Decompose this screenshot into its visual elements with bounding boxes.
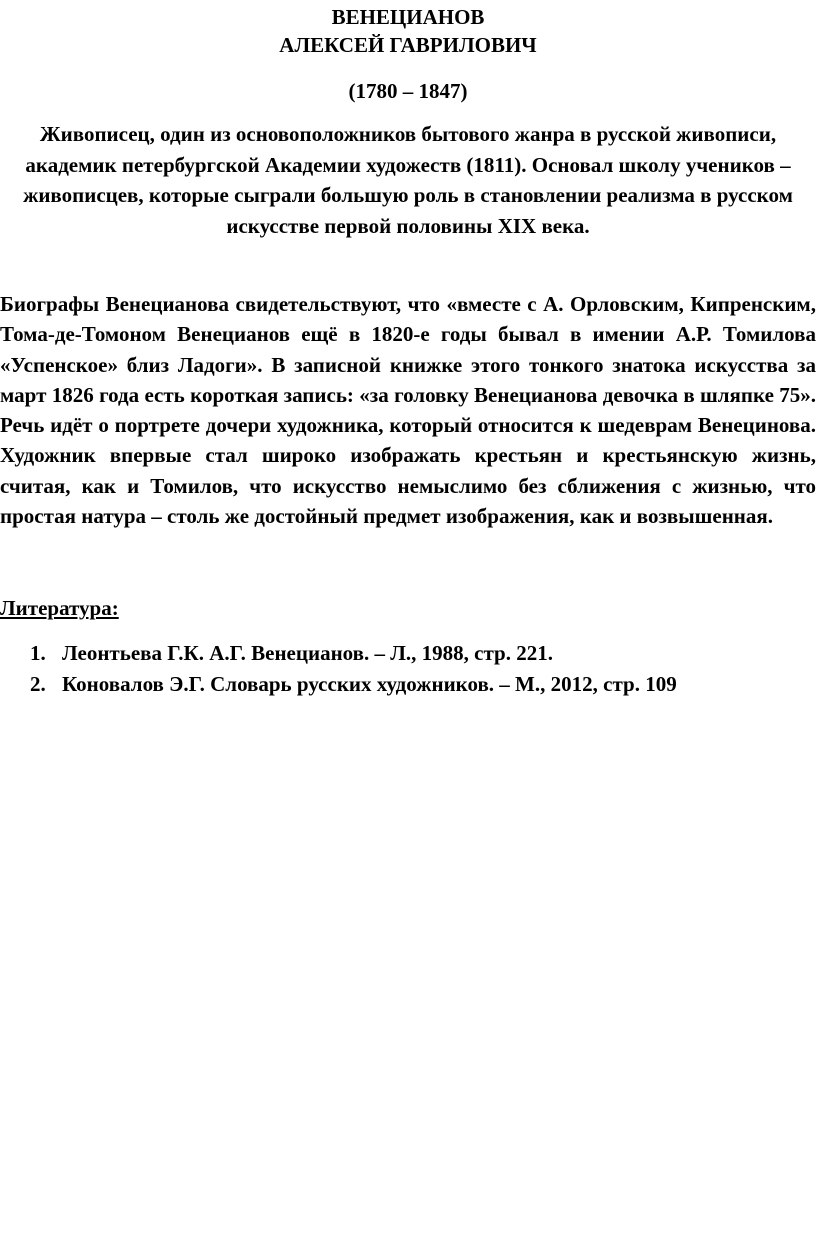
list-item-text: Коновалов Э.Г. Словарь русских художников. – М., 2012, стр. 109 [62, 671, 677, 696]
list-item-number: 2. [30, 671, 46, 696]
literature-heading: Литература: [0, 596, 119, 620]
list-item-number: 1. [30, 641, 46, 665]
title-surname: ВЕНЕЦИАНОВ [331, 5, 485, 29]
biography-paragraph: Биографы Венецианова свидетельствуют, что «вместе с А. Орловским, Кипренским, Тома-де-Томоном Венецианов ещё в 1820-е годы бывал в имении А.Р. Томилова «Успенское» близ Ладоги». В записной книжке этого тонкого знатока искусства за март 1826 года есть короткая запись: «за головку Венецианова девочка в шляпке 75». Речь идёт о портрете дочери художника, который относится к шедеврам Венецинова. Художник впервые стал широко изображать крестьян и крестьянскую жизнь, считая, как и Томилов, что искусство немыслимо без сближения с жизнью, что простая натура – столь же достойный предмет изображения, как и возвышенная. [0, 292, 816, 529]
list-item [0, 669, 816, 700]
list-item [0, 638, 816, 669]
title-given-names: АЛЕКСЕЙ ГАВРИЛОВИЧ [279, 33, 537, 57]
intro-paragraph: Живописец, один из основоположников бытового жанра в русской живописи, академик петербургской Академии художеств (1811). Основал школу учеников – живописцев, которые сыграли большую роль в становлении реализма в русском искусстве первой половины XIX века. [23, 122, 793, 238]
life-dates: (1780 – 1847) [348, 79, 468, 103]
list-item-text: Леонтьева Г.К. А.Г. Венецианов. – Л., 1988, стр. 221. [62, 641, 553, 665]
literature-list [0, 638, 816, 699]
